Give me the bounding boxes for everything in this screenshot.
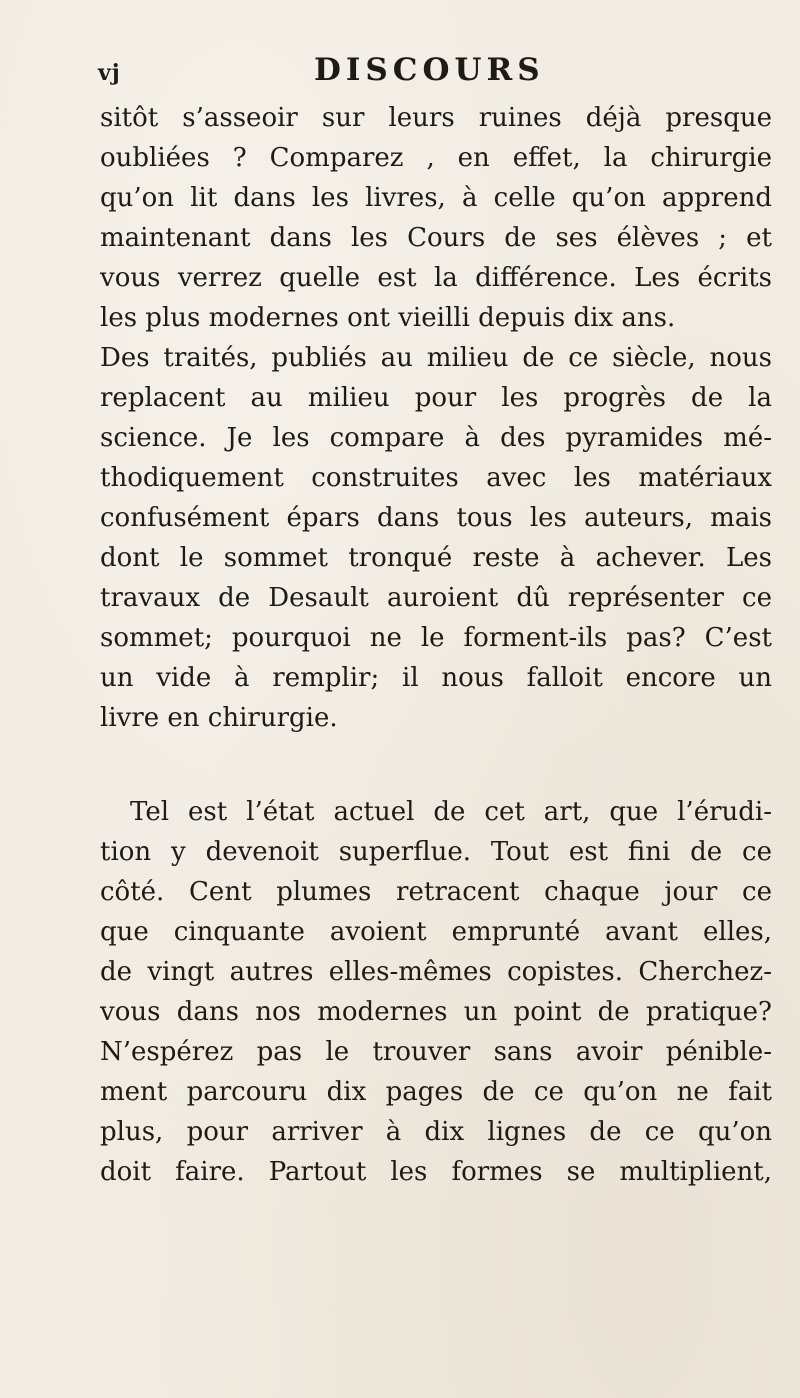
text-line: que cinquante avoient emprunté avant elles, [100, 917, 772, 947]
page-number: vj [98, 60, 121, 86]
text-line: un vide à remplir; il nous falloit encore un [100, 663, 772, 693]
text-line: oubliées ? Comparez , en effet, la chirurgie [100, 143, 772, 173]
paragraph-2 [100, 792, 772, 1192]
text-line: vous dans nos modernes un point de pratique? [100, 997, 772, 1027]
body-text [100, 98, 772, 1192]
text-line: qu’on lit dans les livres, à celle qu’on apprend [100, 183, 772, 213]
text-line: dont le sommet tronqué reste à achever. Les [100, 543, 772, 573]
text-line: replacent au milieu pour les progrès de la [100, 383, 772, 413]
text-line: science. Je les compare à des pyramides mé- [100, 423, 772, 453]
running-title: DISCOURS [314, 52, 545, 88]
page-header [98, 52, 758, 96]
text-line: sommet; pourquoi ne le forment-ils pas? C’est [100, 623, 772, 653]
text-line: travaux de Desault auroient dû représenter ce [100, 583, 772, 613]
text-line: sitôt s’asseoir sur leurs ruines déjà presque [100, 103, 772, 133]
paragraph-1 [100, 98, 772, 738]
text-line: de vingt autres elles-mêmes copistes. Cherchez- [100, 957, 772, 987]
text-line: livre en chirurgie. [100, 703, 338, 733]
text-line: maintenant dans les Cours de ses élèves ; et [100, 223, 772, 253]
text-line: ment parcouru dix pages de ce qu’on ne fait [100, 1077, 772, 1107]
text-line: Des traités, publiés au milieu de ce siècle, nous [100, 343, 772, 373]
text-line: thodiquement construites avec les matériaux [100, 463, 772, 493]
text-line: doit faire. Partout les formes se multiplient, [100, 1157, 772, 1187]
text-line: vous verrez quelle est la différence. Les écrits [100, 263, 772, 293]
text-line: tion y devenoit superflue. Tout est fini de ce [100, 837, 772, 867]
paragraph-gap [100, 738, 772, 792]
text-line: plus, pour arriver à dix lignes de ce qu’on [100, 1117, 772, 1147]
text-line: côté. Cent plumes retracent chaque jour ce [100, 877, 772, 907]
text-line: Tel est l’état actuel de cet art, que l’érudi- [130, 797, 772, 827]
text-line: les plus modernes ont vieilli depuis dix ans. [100, 303, 676, 333]
text-line: N’espérez pas le trouver sans avoir pénible- [100, 1037, 772, 1067]
text-line: confusément épars dans tous les auteurs, mais [100, 503, 772, 533]
